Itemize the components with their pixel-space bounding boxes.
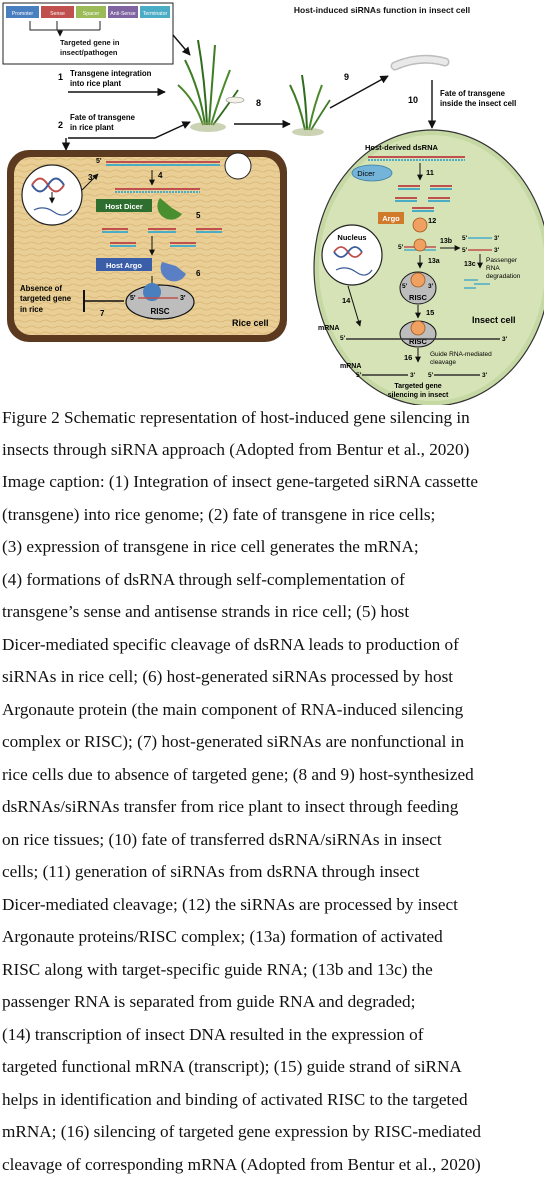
caption-line: (14) transcription of insect DNA resulted in the expression of: [2, 1025, 424, 1044]
step-2: [58, 113, 190, 150]
insect-mrna-5prime: 5': [340, 335, 346, 342]
caption-line: cells; (11) generation of siRNAs from dsRNA through insect: [2, 862, 420, 881]
absence-line2: targeted gene: [20, 294, 72, 303]
caption-line: Dicer-mediated specific cleavage of dsRNA leads to production of: [2, 635, 459, 654]
rice-plant-2-illustration: [290, 75, 330, 136]
insect-step-13c: 13c: [464, 261, 476, 268]
insect-step-12: 12: [428, 216, 437, 225]
caption-line: Argonaute protein (the main component of RNA-induced silencing: [2, 700, 464, 719]
rice-step-6: 6: [196, 269, 201, 278]
cleaved-5prime: 5': [356, 372, 362, 379]
caption-line: (transgene) into rice genome; (2) fate of transgene in rice cells;: [2, 505, 436, 524]
guide-5prime: 5': [462, 247, 468, 254]
step-1-line1: Transgene integration: [70, 69, 152, 78]
host-dicer-label: Host Dicer: [105, 202, 143, 211]
insect-step-15: 15: [426, 308, 435, 317]
rice-step-4: 4: [158, 171, 163, 180]
caption-line: insects through siRNA approach (Adopted from Bentur et al., 2020): [2, 440, 470, 459]
insect-risc-2-label: RISC: [409, 337, 427, 346]
insect-step-14: 14: [342, 296, 351, 305]
insect-risc-1-5prime: 5': [402, 283, 408, 290]
rice-step-5: 5: [196, 211, 201, 220]
host-argo-label: Host Argo: [106, 261, 142, 270]
caption-line: mRNA; (16) silencing of targeted gene expression by RISC-mediated: [2, 1122, 481, 1141]
promoter-label: Promoter: [11, 11, 34, 17]
caption-line: siRNAs in rice cell; (6) host-generated siRNAs processed by host: [2, 667, 454, 686]
guide-cleavage-line2: cleavage: [430, 359, 457, 366]
passenger-line2: RNA: [486, 265, 500, 272]
cleaved-3prime-a: 3': [410, 372, 416, 379]
caption-line: Figure 2 Schematic representation of host-induced gene silencing in: [2, 408, 470, 427]
insect-step-13b: 13b: [440, 238, 453, 245]
insect-step-11: 11: [426, 168, 434, 177]
caption-line: (4) formations of dsRNA through self-complementation of: [2, 570, 405, 589]
caption-line: Image caption: (1) Integration of insect gene-targeted siRNA cassette: [2, 472, 478, 491]
caption-line: dsRNAs/siRNAs transfer from rice plant to insect through feeding: [2, 797, 459, 816]
insect-larva-illustration: [395, 59, 445, 66]
cleaved-3prime-b: 3': [482, 372, 488, 379]
insect-cell: [314, 130, 544, 405]
silencing-line1: Targeted gene: [394, 383, 442, 390]
cleaved-5prime-b: 5': [428, 372, 434, 379]
insect-argo-shape: [413, 218, 427, 232]
cassette-target-line1: Targeted gene in: [60, 38, 120, 47]
host-dsrna-label: Host-derived dsRNA: [365, 143, 438, 152]
step-1-line2: into rice plant: [70, 79, 122, 88]
rice-step-3: 3: [88, 173, 93, 182]
caption-line: helps in identification and binding of activated RISC to the targeted: [2, 1090, 468, 1109]
rice-plant-illustration: [178, 40, 238, 132]
caption-line: on rice tissues; (10) fate of transferred dsRNA/siRNAs in insect: [2, 830, 442, 849]
larva-illustration: [226, 97, 244, 103]
caption-line: transgene’s sense and antisense strands in rice cell; (5) host: [2, 602, 410, 621]
terminator-label: Terminator: [142, 11, 168, 17]
caption-line: Argonaute proteins/RISC complex; (13a) formation of activated: [2, 927, 443, 946]
caption-line: RISC along with target-specific guide RNA; (13b and 13c) the: [2, 960, 433, 979]
step-10-number: 10: [408, 95, 419, 105]
transgene-cassette: [3, 3, 190, 64]
caption-line: Dicer-mediated cleavage; (12) the siRNAs are processed by insect: [2, 895, 458, 914]
passenger-5prime: 5': [462, 235, 468, 242]
step-2-line1: Fate of transgene: [70, 113, 135, 122]
insect-argo-label: Argo: [382, 214, 400, 223]
step-1: [58, 69, 165, 92]
nucleus-label: Nucleus: [337, 233, 367, 242]
step-2-number: 2: [58, 120, 64, 130]
passenger-line1: Passenger: [486, 257, 518, 264]
rice-cell-label: Rice cell: [232, 318, 269, 328]
caption-line: rice cells due to absence of targeted gene; (8 and 9) host-synthesized: [2, 765, 474, 784]
caption-line: cleavage of corresponding mRNA (Adopted from Bentur et al., 2020): [2, 1155, 481, 1174]
step-9-number: 9: [344, 72, 350, 82]
rice-risc-3prime: 3': [180, 295, 186, 302]
insect-risc-1-3prime: 3': [428, 283, 434, 290]
insect-mrna-3prime: 3': [502, 336, 508, 343]
caption-line: targeted functional mRNA (transcript); (15) guide strand of siRNA: [2, 1057, 462, 1076]
insect-step-16: 16: [404, 353, 413, 362]
insect-dicer-label: Dicer: [357, 169, 375, 178]
caption-line: complex or RISC); (7) host-generated siRNAs are nonfunctional in: [2, 732, 465, 751]
step-10-line2: inside the insect cell: [440, 99, 517, 108]
caption-line: (3) expression of transgene in rice cell generates the mRNA;: [2, 537, 419, 556]
step-2-line2: in rice plant: [70, 123, 114, 132]
antisense-label: Anti-Sense: [110, 11, 136, 17]
cassette-target-line2: insect/pathogen: [60, 48, 118, 57]
step-8-number: 8: [256, 98, 262, 108]
sense-label: Sense: [50, 11, 65, 17]
step-1-number: 1: [58, 72, 64, 82]
rice-cell: [7, 150, 287, 342]
insect-risc-1-label: RISC: [409, 293, 427, 302]
insect-cell-label: Insect cell: [472, 315, 516, 325]
insect-argo-5prime: 5': [398, 244, 404, 251]
rice-step-7: 7: [100, 309, 105, 318]
passenger-line3: degradation: [486, 273, 521, 280]
rice-risc-label: RISC: [150, 307, 170, 316]
insect-mrna-label: mRNA: [318, 325, 340, 332]
figure-header: Host-induced siRNAs function in insect cell: [293, 5, 471, 15]
insect-mrna-label-2: mRNA: [340, 363, 362, 370]
absence-line3: in rice: [20, 305, 43, 314]
step-10-line1: Fate of transgene: [440, 89, 505, 98]
guide-3prime: 3': [494, 247, 500, 254]
insect-step-13a: 13a: [428, 258, 440, 265]
spacer-label: Spacer: [82, 11, 100, 17]
absence-line1: Absence of: [20, 284, 63, 293]
rice-5prime-top: 5': [96, 158, 102, 165]
passenger-3prime: 3': [494, 235, 500, 242]
silencing-line2: silencing in insect: [387, 392, 449, 399]
rice-risc-5prime: 5': [130, 295, 136, 302]
hig-silencing-figure: [0, 0, 544, 405]
guide-cleavage-line1: Guide RNA-mediated: [430, 351, 492, 358]
caption-line: passenger RNA is separated from guide RNA and degraded;: [2, 992, 416, 1011]
